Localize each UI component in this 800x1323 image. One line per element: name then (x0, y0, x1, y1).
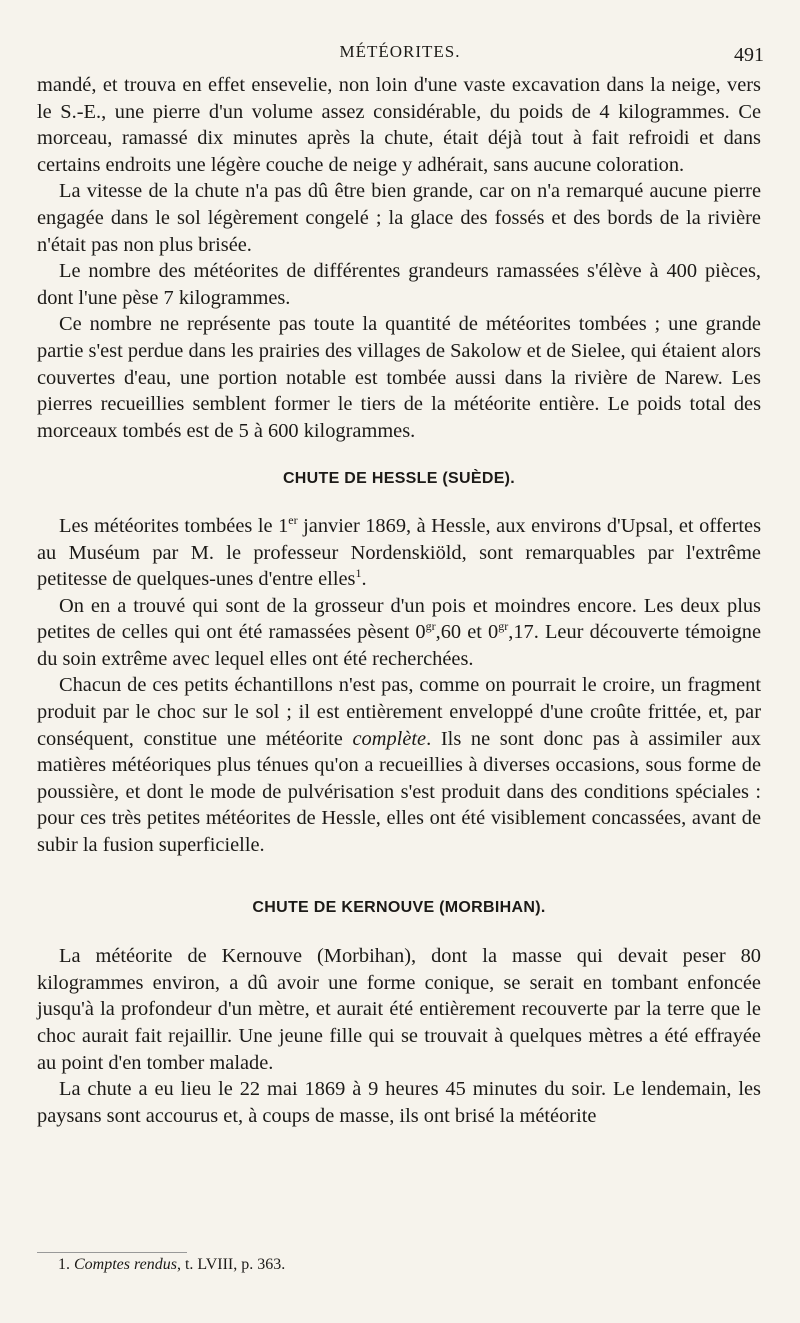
text-run: . (361, 568, 367, 591)
footnote-source: Comptes rendus (74, 1256, 177, 1273)
section-heading-hessle: CHUTE DE HESSLE (SUÈDE). (282, 470, 516, 488)
superscript: gr (498, 619, 509, 634)
text-run: . Ils ne sont donc pas à assimiler aux matières météoriques plus ténues qu'on a recueillies à diverses occasions, sous forme de poussière, et dont le mode de pulvérisation s'est produit dans des conditions spéciales : pour ces très petites météorites de Hessle, elles ont été visiblement concassées, avant de subir la fusion superficielle. (37, 727, 761, 857)
emphasis: complète (352, 727, 427, 750)
text-run: ,17. Leur découverte témoigne du soin extrême avec lequel elles ont été recherchées. (37, 621, 761, 670)
paragraph: La météorite de Kernouve (Morbihan), dont la masse qui devait peser 80 kilogrammes environ, a dû avoir une forme conique, se serait en tombant enfoncée jusqu'à la profondeur d'un mètre, et aurait été entièrement recouverte par la terre que le choc aurait fait rejaillir. Une jeune fille qui se trouvait à quelques mètres a été effrayée au point d'en tomber malade. (37, 945, 761, 1074)
superscript: er (288, 513, 298, 528)
superscript: gr (425, 619, 436, 634)
text-run: janvier 1869, à Hessle, aux environs d'Upsal, et offertes au Muséum par M. le professeur Nordenskiöld, sont remarquables par l'extrême petitesse de quelques-unes d'entre elles (37, 514, 762, 591)
running-title: MÉTÉORITES. (339, 42, 461, 61)
text-run: On en a trouvé qui sont de la grosseur d'un pois et moindres encore. Les deux plus petites de celles qui ont été ramassées pèsent 0 (37, 594, 761, 644)
page-number: 491 (734, 44, 764, 66)
footnote (58, 1256, 285, 1274)
footnote-marker: 1. (58, 1256, 70, 1273)
paragraph (37, 513, 761, 593)
section-heading-kernouve: CHUTE DE KERNOUVE (MORBIHAN). (252, 898, 546, 916)
paragraph: Ce nombre ne représente pas toute la quantité de météorites tombées ; une grande partie s'est perdue dans les prairies des villages de Sakolow et de Sielee, qui étaient alors couvertes d'eau, une portion notable est tombée aussi dans la rivière de Narew. Les pierres recueillies semblent former le tiers de la météorite entière. Le poids total des morceaux tombés est de 5 à 600 kilogrammes. (37, 313, 761, 442)
body-text (37, 72, 761, 1129)
text-run: Les météorites tombées le 1 (59, 514, 289, 537)
text-run: Chacun de ces petits échantillons n'est pas, comme on pourrait le croire, un fragment produit par le choc sur le sol ; il est entièrement enveloppé d'une croûte frittée, et, par conséquent, constitue une météorite (37, 674, 761, 750)
paragraph (37, 672, 761, 858)
footnote-reference: 1 (355, 566, 362, 581)
paragraph: Le nombre des météorites de différentes grandeurs ramassées s'élève à 400 pièces, dont l'une pèse 7 kilogrammes. (37, 260, 761, 309)
paragraph: La vitesse de la chute n'a pas dû être bien grande, car on n'a remarqué aucune pierre engagée dans le sol légèrement congelé ; la glace des fossés et des bords de la rivière n'était pas non plus brisée. (37, 180, 761, 256)
text-run: ,60 et 0 (435, 621, 499, 644)
page-header (36, 42, 764, 68)
footnote-rule (37, 1252, 187, 1253)
footnote-text: , t. LVIII, p. 363. (176, 1256, 286, 1273)
paragraph (37, 593, 761, 673)
paragraph: La chute a eu lieu le 22 mai 1869 à 9 heures 45 minutes du soir. Le lendemain, les paysans sont accourus et, à coups de masse, ils ont brisé la météorite (37, 1078, 761, 1127)
paragraph: mandé, et trouva en effet ensevelie, non loin d'une vaste excavation dans la neige, vers le S.-E., une pierre d'un volume assez considérable, du poids de 4 kilogrammes. Ce morceau, ramassé dix minutes après la chute, était déjà tout à fait refroidi et dans certains endroits une légère couche de neige y adhérait, sans aucune coloration. (37, 74, 761, 176)
